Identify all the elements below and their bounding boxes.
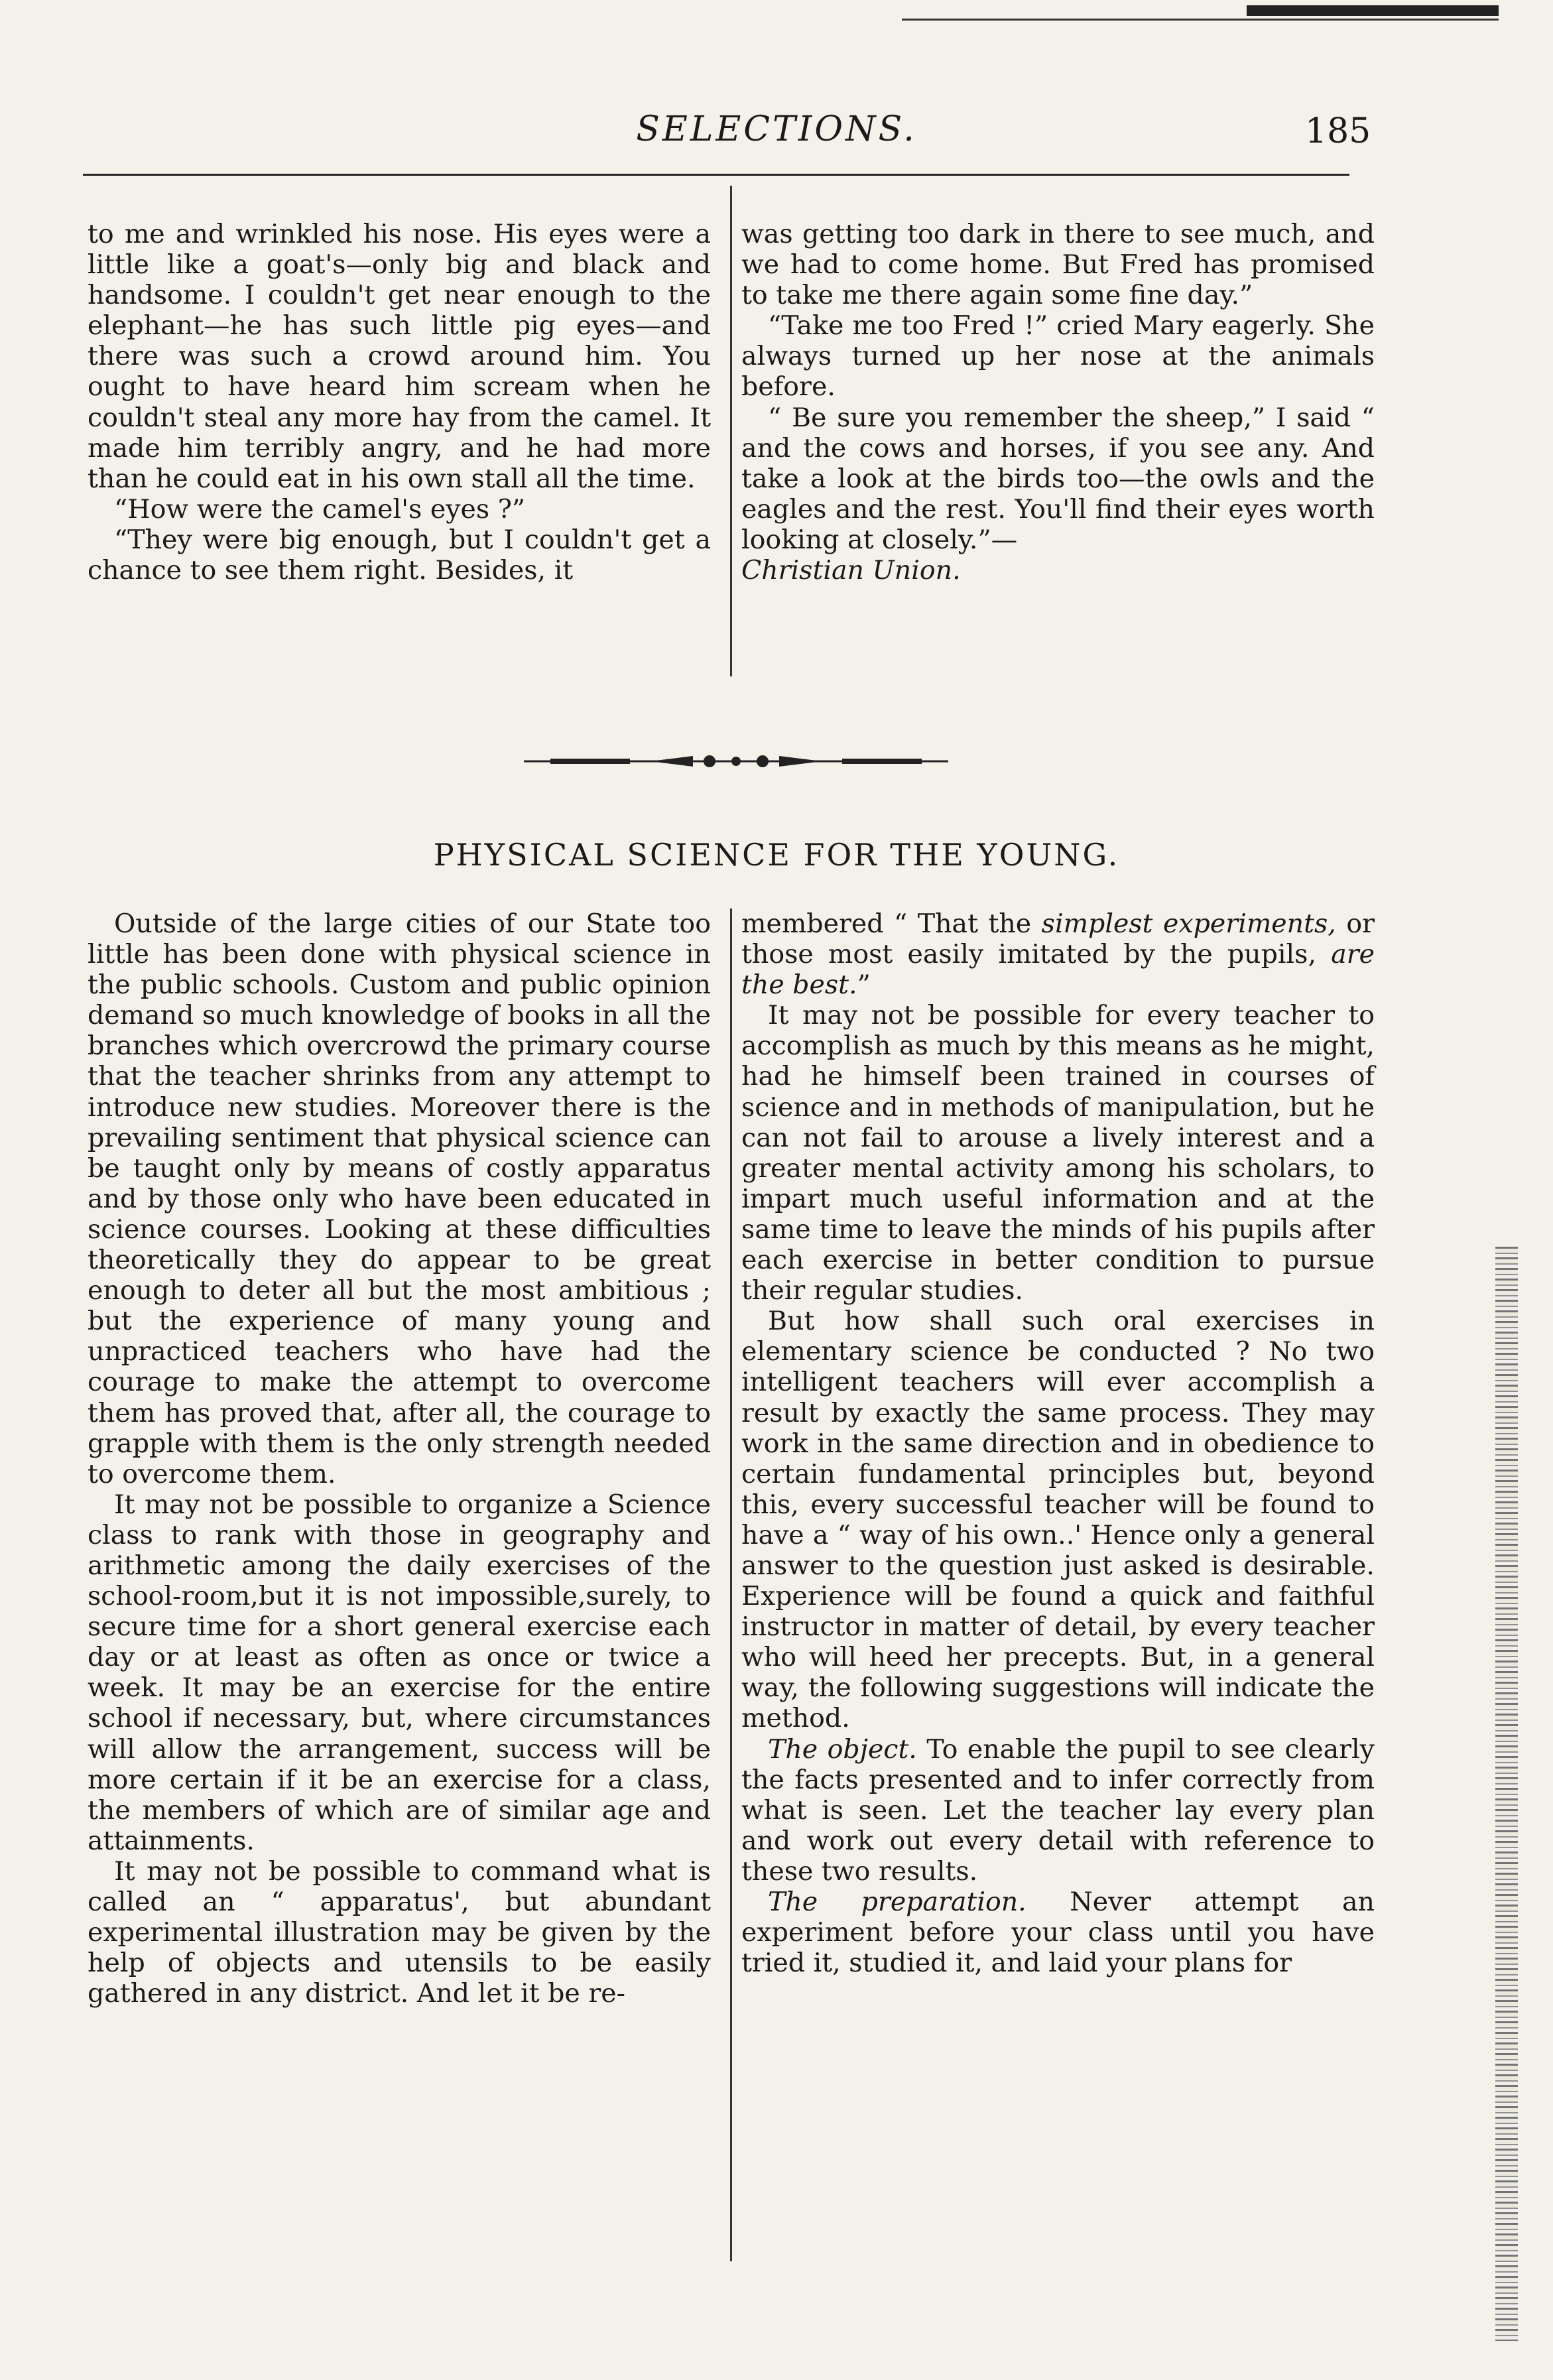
column-rule-bottom xyxy=(730,908,732,2261)
scan-edge-mark xyxy=(1247,5,1499,16)
running-head: SELECTIONS. xyxy=(636,109,917,149)
page-number: 185 xyxy=(1305,111,1371,151)
source-citation: Christian Union. xyxy=(741,555,961,586)
binding-edge xyxy=(1495,1247,1518,2341)
header-rule xyxy=(83,174,1349,176)
paragraph-continued: membered “ That the simplest experiments, or those most easily imitated by the pupils, are the best.” xyxy=(741,908,1375,1001)
article-left-column xyxy=(88,908,711,2009)
paragraph-object: The object. To enable the pupil to see clearly the facts presented and to infer correctly from what is seen. Let the teacher lay every plan and work out every detail with reference to these two results. xyxy=(741,1733,1375,1887)
paragraph-preparation: The preparation. Never attempt an experiment before your class until you have tried it, studied it, and laid your plans for xyxy=(741,1887,1375,1979)
emphasis: are the best. xyxy=(741,939,1375,1001)
subhead-object: The object. xyxy=(768,1733,917,1765)
paragraph: It may not be possible to organize a Science class to rank with those in geography and arithmetic among the daily exercises of the school-room,but it is not impossible,surely, to secure time for a short general exercise each day or at least as often as once or twice a week. It may be an exercise for the entire school if necessary, but, where circumstances will allow the arrangement, success will be more certain if it be an exercise for a class, the members of which are of similar age and attainments. xyxy=(88,1489,711,1856)
paragraph: It may not be possible to command what is called an “ apparatus', but abundant experimental illustration may be given by the help of objects and utensils to be easily gathered in any district. And let it be re- xyxy=(88,1855,711,2009)
scan-edge-line xyxy=(902,19,1499,21)
ornament-divider xyxy=(524,748,948,775)
subhead-preparation: The preparation. xyxy=(768,1887,1026,1917)
top-left-column xyxy=(88,219,711,586)
paragraph: “They were big enough, but I couldn't get a chance to see them right. Besides, it xyxy=(88,524,711,586)
paragraph: “How were the camel's eyes ?” xyxy=(114,493,526,525)
paragraph: was getting too dark in there to see much, and we had to come home. But Fred has promised to take me there again some fine day.” xyxy=(741,219,1375,311)
article-right-column xyxy=(741,908,1375,1978)
emphasis: simplest experiments, xyxy=(1041,908,1336,939)
paragraph: But how shall such oral exercises in elementary science be conducted ? No two intelligent teachers will ever accomplish a result by exactly the same process. They may work in the same direction and in obedience to certain fundamental principles but, beyond this, every successful teacher will be found to have a “ way of his own..' Hence only a general answer to the question just asked is desirable. Experience will be found a quick and faithful instructor in matter of detail, by every teacher who will heed her precepts. But, in a general way, the following suggestions will indicate the method. xyxy=(741,1306,1375,1734)
top-right-column xyxy=(741,219,1375,586)
paragraph: It may not be possible for every teacher to accomplish as much by this means as he might, had he himself been trained in courses of science and in methods of manipulation, but he can not fail to arouse a lively interest and a greater mental activity among his scholars, to impart much useful information and at the same time to leave the minds of his pupils after each exercise in better condition to pursue their regular studies. xyxy=(741,1000,1375,1306)
paragraph: “ Be sure you remember the sheep,” I said “ and the cows and horses, if you see any. And take a look at the birds too—the owls and the eagles and the rest. You'll find their eyes worth looking at closely.”— xyxy=(741,402,1375,555)
paragraph: to me and wrinkled his nose. His eyes were a little like a goat's—only big and black and handsome. I couldn't get near enough to the elephant—he has such little pig eyes—and there was such a crowd around him. You ought to have heard him scream when he couldn't steal any more hay from the camel. It made him terribly angry, and he had more than he could eat in his own stall all the time. xyxy=(88,219,711,494)
paragraph: Outside of the large cities of our State too little has been done with physical science in the public schools. Custom and public opinion demand so much knowledge of books in all the branches which overcrowd the primary course that the teacher shrinks from any attempt to introduce new studies. Moreover there is the prevailing sentiment that physical science can be taught only by means of costly apparatus and by those only who have been educated in science courses. Looking at these difficulties theoretically they do appear to be great enough to deter all but the most ambitious ; but the experience of many young and unpracticed teachers who have had the courage to make the attempt to overcome them has proved that, after all, the courage to grapple with them is the only strength needed to overcome them. xyxy=(88,908,711,1489)
paragraph: “Take me too Fred !” cried Mary eagerly. She always turned up her nose at the animals before. xyxy=(741,310,1375,403)
column-rule-top xyxy=(730,186,732,676)
article-title: PHYSICAL SCIENCE FOR THE YOUNG. xyxy=(433,837,1120,873)
